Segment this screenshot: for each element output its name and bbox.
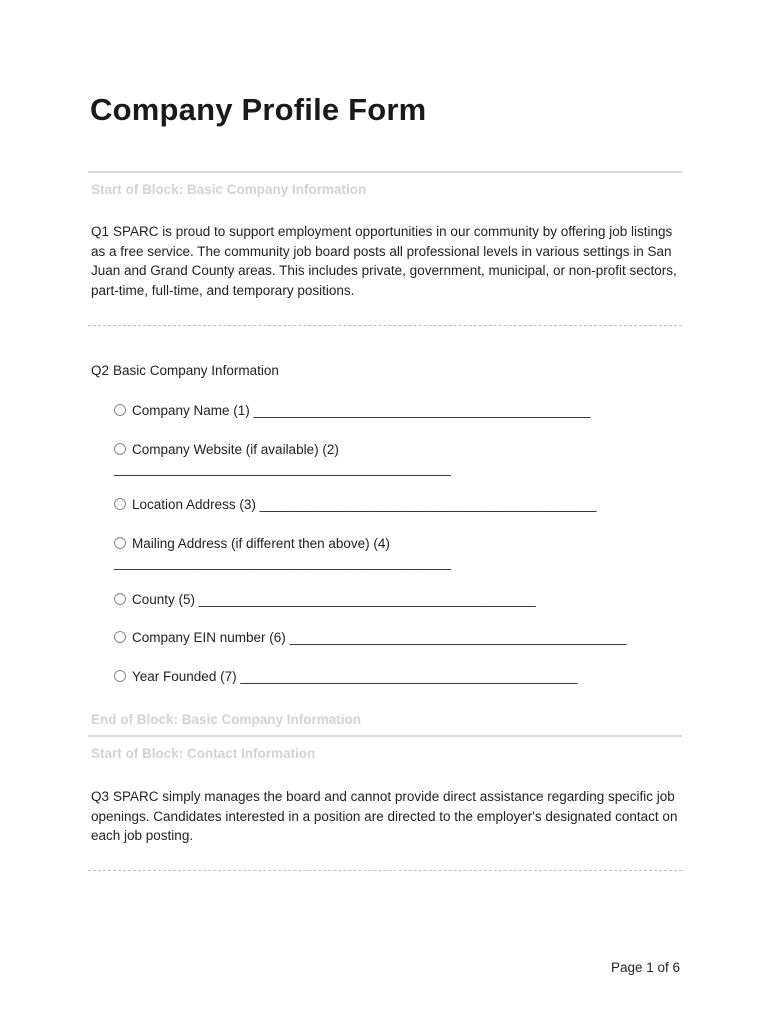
option-label: Company EIN number (6) [132, 630, 286, 645]
option-label: Company Name (1) [132, 403, 250, 418]
radio-button[interactable] [114, 404, 126, 416]
question-separator [88, 325, 682, 326]
option-mailing-address[interactable] [114, 534, 450, 572]
block-divider [88, 171, 682, 173]
question-number: Q1 [91, 224, 110, 239]
text-entry-line[interactable]: ________________________________________________ [289, 630, 626, 645]
question-text: Basic Company Information [113, 363, 279, 378]
page-title: Company Profile Form [90, 92, 427, 127]
block-end-label-basic: End of Block: Basic Company Information [91, 712, 362, 727]
option-label: County (5) [132, 592, 196, 607]
option-label: Year Founded (7) [132, 669, 237, 684]
question-number: Q3 [91, 789, 110, 804]
option-company-website[interactable] [114, 440, 450, 478]
radio-button[interactable] [114, 537, 126, 549]
option-county[interactable] [114, 590, 535, 609]
option-label: Company Website (if available) (2) [132, 442, 339, 457]
block-divider [88, 735, 682, 737]
radio-button[interactable] [114, 443, 126, 455]
question-separator [88, 870, 682, 871]
radio-button[interactable] [114, 670, 126, 682]
question-q3 [91, 787, 681, 846]
block-start-label-basic: Start of Block: Basic Company Information [91, 182, 367, 197]
text-entry-line[interactable]: ________________________________________________ [114, 461, 451, 476]
option-company-name[interactable] [114, 401, 590, 420]
text-entry-line[interactable]: ________________________________________________ [198, 592, 536, 607]
page-number: Page 1 of 6 [610, 960, 680, 975]
text-entry-line[interactable]: ________________________________________________ [259, 497, 596, 512]
option-company-ein[interactable] [114, 628, 626, 647]
text-entry-line[interactable]: ________________________________________________ [253, 403, 590, 418]
block-start-label-contact: Start of Block: Contact Information [91, 746, 316, 761]
radio-button[interactable] [114, 593, 126, 605]
option-location-address[interactable] [114, 495, 596, 514]
question-q2 [91, 361, 681, 381]
option-label: Mailing Address (if different then above) (4) [132, 536, 390, 551]
text-entry-line[interactable]: ________________________________________________ [114, 555, 451, 570]
question-number: Q2 [91, 363, 110, 378]
question-text: SPARC simply manages the board and cannot provide direct assistance regarding specific job openings. Candidates interested in a position are directed to the employer's designated contact on each job posting. [91, 789, 678, 843]
text-entry-line[interactable]: ________________________________________________ [240, 669, 577, 684]
radio-button[interactable] [114, 498, 126, 510]
option-label: Location Address (3) [132, 497, 256, 512]
question-text: SPARC is proud to support employment opportunities in our community by offering job listings as a free service. The community job board posts all professional levels in various settings in San Juan and Grand County areas. This includes private, government, municipal, or non-profit sectors, part-time, full-time, and temporary positions. [91, 224, 677, 298]
option-year-founded[interactable] [114, 667, 577, 686]
radio-button[interactable] [114, 631, 126, 643]
question-q1 [91, 222, 681, 300]
